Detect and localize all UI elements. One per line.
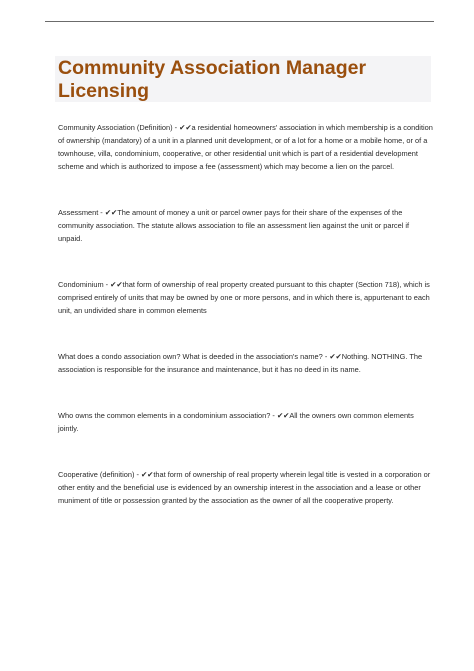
entry-cooperative: Cooperative (definition) - ✔✔that form of ownership of real property wherein legal title is vested in a corporation or other entity and the beneficial use is evidenced by an ownership interest in the association and a lease or other muniment of title or possession granted by the association as the owner of all the cooperative property. xyxy=(58,470,431,505)
entry-assessment: Assessment - ✔✔The amount of money a unit or parcel owner pays for their share of the expenses of the community association. The statute allows association to file an assessment lien against the unit or parcel if unpaid. xyxy=(58,208,410,243)
entry-condominium: Condominium - ✔✔that form of ownership of real property created pursuant to this chapter (Section 718), which is comprised entirely of units that may be owned by one or more persons, and in which there is, appurtenant to each unit, an undivided share in common elements xyxy=(58,280,430,315)
document-title: Community Association Manager Licensing xyxy=(58,57,367,102)
entry-community-association: Community Association (Definition) - ✔✔a residential homeowners' association in which membership is a condition of ownership (mandatory) of a unit in a planned unit development, or of a lot for a home or a mobile home, or of a townhouse, villa, condominium, cooperative, or other residential unit which is part of a residential development scheme and which is authorized to impose a fee (assessment) which may become a lien on the parcel. xyxy=(58,123,433,171)
entry-common-elements: Who owns the common elements in a condominium association? - ✔✔All the owners own common elements jointly. xyxy=(58,411,414,433)
header-rule xyxy=(45,21,434,22)
flashcard-list xyxy=(58,121,434,507)
entry-condo-association-ownership: What does a condo association own? What is deeded in the association's name? - ✔✔Nothing. NOTHING. The association is responsible for the insurance and maintenance, but it has no deed in its name. xyxy=(58,352,423,374)
